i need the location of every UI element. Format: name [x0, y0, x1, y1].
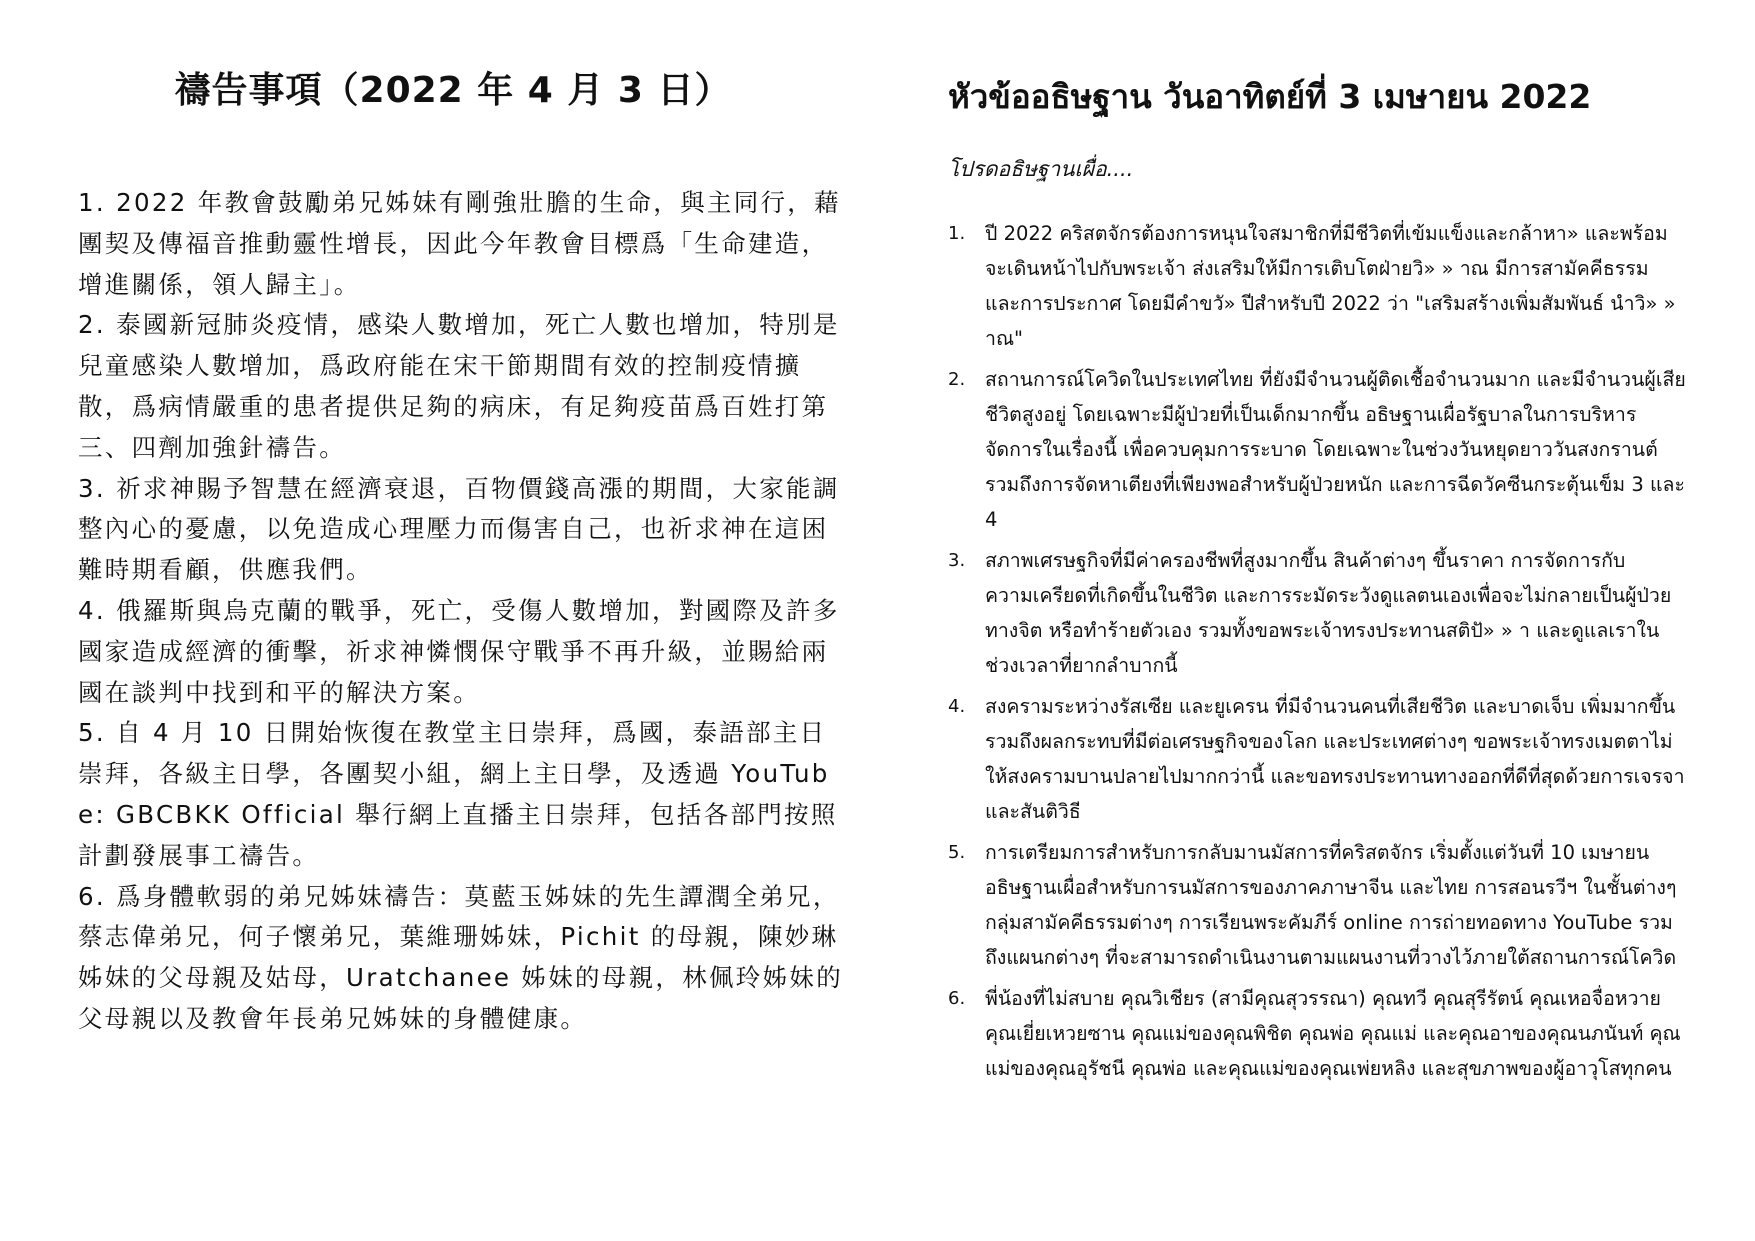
item-number: 3.: [948, 550, 966, 571]
chinese-prayer-item: 5. 自 4 月 10 日開始恢復在教堂主日崇拜，爲國，泰語部主日崇拜，各級主日學，各團契小組，網上主日學，及透過 YouTube: GBCBKK Official 舉行網上直播主日崇拜，包括各部門按照計劃發展事工禱告。: [78, 718, 838, 870]
chinese-title: 禱告事項（2022 年 4 月 3 日）: [174, 70, 732, 111]
item-number: 2.: [948, 369, 966, 390]
item-text: พี่น้องที่ไม่สบาย คุณวิเชียร (สามีคุณสุวรรณา) คุณทวี คุณสุรีรัตน์ คุณเหอจื่อหวาย คุณเยี่ยเหวยซาน คุณแม่ของคุณพิชิต คุณพ่อ คุณแม่ และคุณอาของคุณนภนันท์ คุณแม่ของคุณอุรัชนี คุณพ่อ และคุณแม่ของคุณเพ่ยหลิง และสุขภาพของผู้อาวุโสทุกคน: [985, 987, 1681, 1080]
thai-column: [948, 70, 1688, 1092]
item-text: การเตรียมการสำหรับการกลับมานมัสการที่คริสตจักร เริ่มตั้งแต่วันที่ 10 เมษายน อธิษฐานเผื่อสำหรับการนมัสการของภาคภาษาจีน และไทย การสอนรวีฯ ในชั้นต่างๆ กลุ่มสามัคคีธรรมต่างๆ การเรียนพระคัมภีร์ online การถ่ายทอดทาง YouTube รวมถึงแผนกต่างๆ ที่จะสามารถดำเนินงานตามแผนงานที่วางไว้ภายใต้สถานการณ์โควิด: [985, 841, 1677, 969]
chinese-prayer-item: 1. 2022 年教會鼓勵弟兄姊妹有剛強壯膽的生命，與主同行，藉團契及傳福音推動靈性增長，因此今年教會目標爲「生命建造，增進關係，領人歸主」。: [78, 188, 841, 299]
chinese-prayer-item: 2. 泰國新冠肺炎疫情，感染人數增加，死亡人數也增加，特別是兒童感染人數增加，爲政府能在宋干節期間有效的控制疫情擴散，爲病情嚴重的患者提供足夠的病床，有足夠疫苗爲百姓打第三、四劑加強針禱告。: [78, 310, 840, 462]
thai-prayer-list: [948, 216, 1688, 1086]
thai-title: หัวข้ออธิษฐาน วันอาทิตย์ที่ 3 เมษายน 2022: [948, 77, 1592, 116]
chinese-column: [78, 62, 848, 1040]
thai-prayer-item: [948, 543, 1688, 683]
item-text: สถานการณ์โควิดในประเทศไทย ที่ยังมีจำนวนผู้ติดเชื้อจำนวนมาก และมีจำนวนผู้เสียชีวิตสูงอยู่ โดยเฉพาะมีผู้ป่วยที่เป็นเด็กมากขึ้น อธิษฐานเผื่อรัฐบาลในการบริหารจัดการในเรื่องนี้ เพื่อควบคุมการระบาด โดยเฉพาะในช่วงวันหยุดยาววันสงกรานต์ รวมถึงการจัดหาเตียงที่เพียงพอสำหรับผู้ป่วยหนัก และการฉีดวัคซีนกระตุ้นเข็ม 3 และ 4: [985, 368, 1686, 531]
item-text: สงครามระหว่างรัสเซีย และยูเครน ที่มีจำนวนคนที่เสียชีวิต และบาดเจ็บ เพิ่มมากขึ้น รวมถึงผลกระทบที่มีต่อเศรษฐกิจของโลก และประเทศต่างๆ ขอพระเจ้าทรงเมตตาไม่ให้สงครามบานปลายไปมากกว่านี้ และขอทรงประทานทางออกที่ดีที่สุดด้วยการเจรจาและสันติวิธี: [985, 695, 1685, 823]
item-number: 4.: [948, 696, 966, 717]
item-number: 1.: [948, 223, 966, 244]
chinese-prayer-item: 3. 祈求神賜予智慧在經濟衰退，百物價錢高漲的期間，大家能調整內心的憂慮，以免造成心理壓力而傷害自己，也祈求神在這困難時期看顧，供應我們。: [78, 473, 840, 585]
thai-prayer-item: [948, 835, 1688, 975]
chinese-prayer-list: [78, 183, 848, 1040]
chinese-prayer-item: 6. 爲身體軟弱的弟兄姊妹禱告：莫藍玉姊妹的先生譚潤全弟兄，蔡志偉弟兄，何子懷弟兄，葉維珊姊妹，Pichit 的母親，陳妙琳姊妹的父母親及姑母，Uratchanee 姊妹的母親，林佩玲姊妹的父母親以及教會年長弟兄姊妹的身體健康。: [78, 881, 843, 1033]
thai-subtitle: โปรดอธิษฐานเผื่อ....: [948, 157, 1134, 181]
thai-prayer-item: [948, 362, 1688, 537]
item-text: สภาพเศรษฐกิจที่มีค่าครองชีพที่สูงมากขึ้น สินค้าต่างๆ ขึ้นราคา การจัดการกับความเครียดที่เกิดขึ้นในชีวิต และการระมัดระวังดูแลตนเองเพื่อจะไม่กลายเป็นผู้ป่วยทางจิต หรือทำร้ายตัวเอง รวมทั้งขอพระเจ้าทรงประทานสติปั» » า และดูแลเราในช่วงเวลาที่ยากลำบากนี้: [985, 549, 1672, 677]
item-text: ปี 2022 คริสตจักรต้องการหนุนใจสมาชิกที่มีชีวิตที่เข้มแข็งและกล้าหา» และพร้อมจะเดินหน้าไปกับพระเจ้า ส่งเสริมให้มีการเติบโตฝ่ายวิ» » าณ มีการสามัคคีธรรม และการประกาศ โดยมีคำขวั» ปีสำหรับปี 2022 ว่า "เสริมสร้างเพิ่มสัมพันธ์ นำวิ» » าณ": [985, 222, 1676, 350]
thai-prayer-item: [948, 981, 1688, 1086]
thai-prayer-item: [948, 216, 1688, 356]
chinese-prayer-item: 4. 俄羅斯與烏克蘭的戰爭，死亡，受傷人數增加，對國際及許多國家造成經濟的衝擊，祈求神憐憫保守戰爭不再升級，並賜給兩國在談判中找到和平的解決方案。: [78, 595, 840, 707]
item-number: 5.: [948, 842, 966, 863]
item-number: 6.: [948, 988, 966, 1009]
thai-prayer-item: [948, 689, 1688, 829]
